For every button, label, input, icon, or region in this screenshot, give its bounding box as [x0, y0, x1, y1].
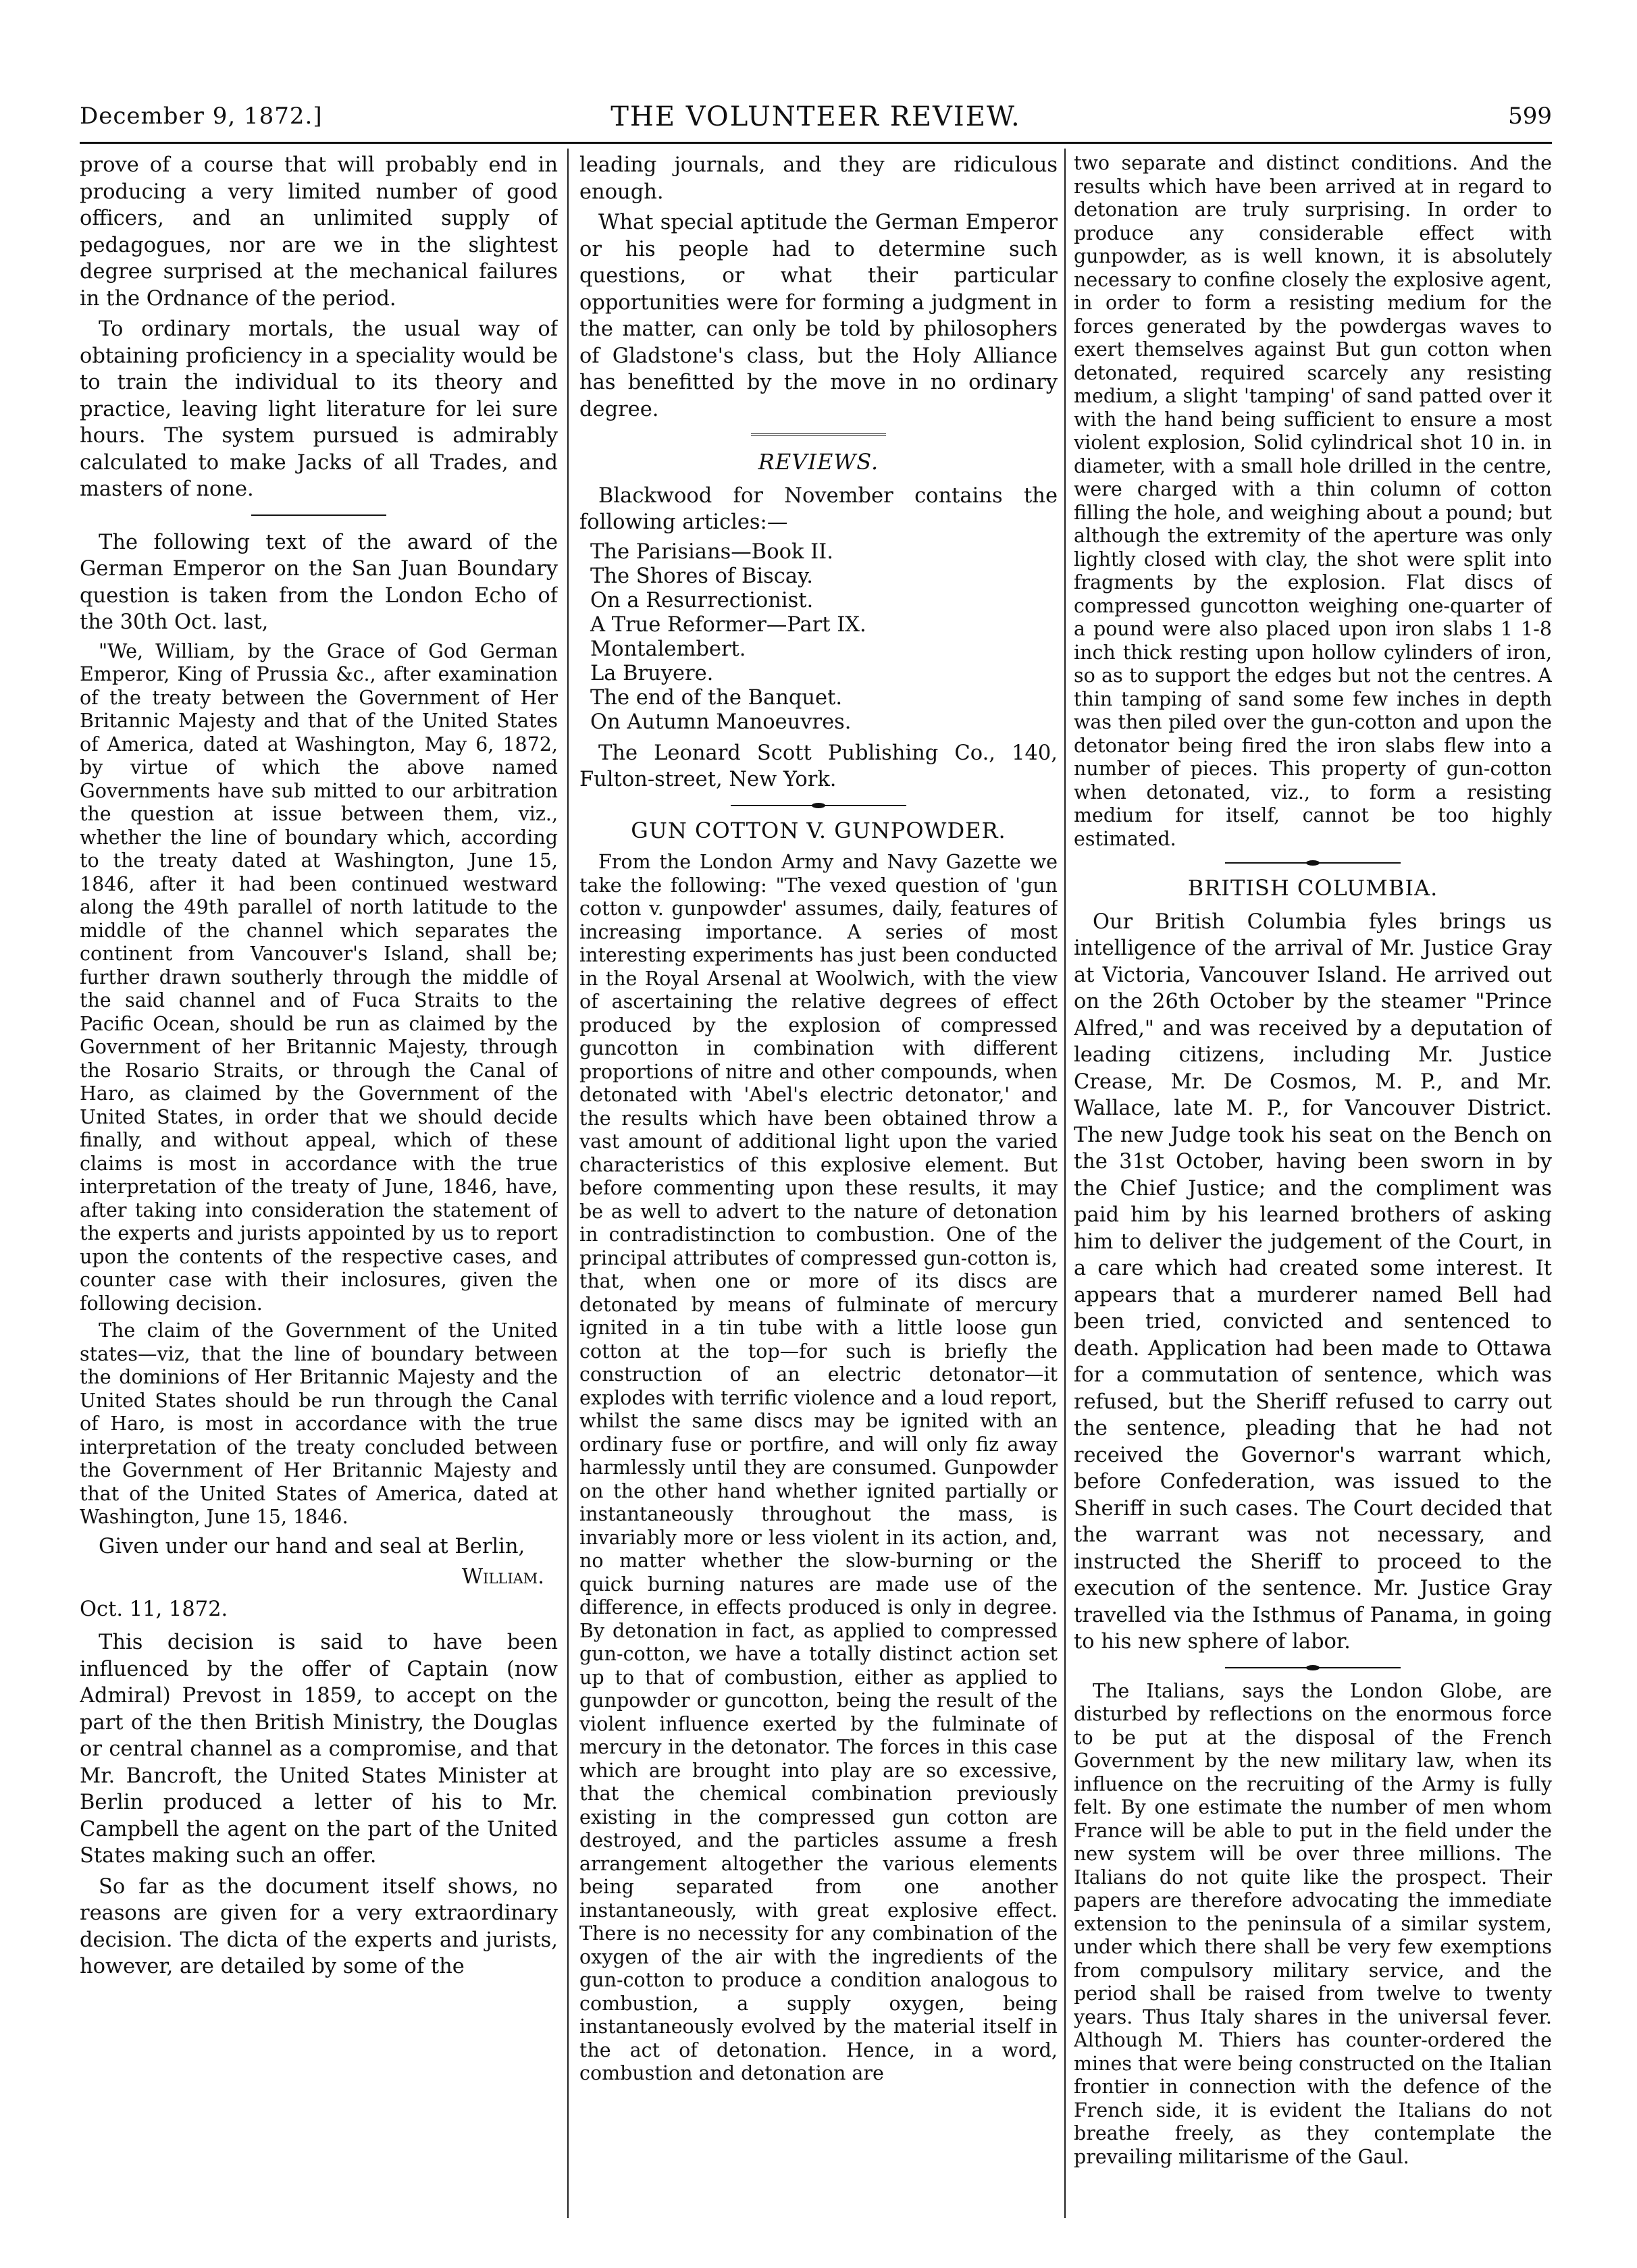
- column-2: [579, 152, 1058, 2218]
- header-date: December 9, 1872.]: [80, 103, 323, 130]
- column-rule: [567, 149, 569, 2218]
- article-list: [590, 540, 1058, 735]
- header-page-number: 599: [1508, 103, 1552, 130]
- paragraph: The following text of the award of the German Emperor on the San Juan Boundary question is taken from the London Echo of the 30th Oct. last,: [80, 530, 558, 634]
- list-item: Montalembert.: [590, 637, 746, 661]
- paragraph: Our British Columbia fyles brings us intelligence of the arrival of Mr. Justice Gray at Victoria, Vancouver Island. He arrived out on the 26th October by the steamer "Prince Alfred," and was received by a deputation of leading citizens, including Mr. Justice Crease, Mr. De Cosmos, M. P., and Mr. Wallace, late M. P., for Vancouver District. The new Judge took his seat on the Bench on the 31st October, having been sworn in by the Chief Justice; and the compliment was paid him by his learned brothers of asking him to deliver the judgement of the Court, in a care which had created some interest. It appears that a murderer named Bell had been tried, convicted and sentenced to death. Application had been made to Ottawa for a commutation of sentence, which was refused, but the Sheriff refused to carry out the sentence, pleading that he had not received the Governor's warrant which, before Confederation, was issued to the Sheriff in such cases. The Court decided that the warrant was not necessary, and instructed the Sheriff to proceed to the execution of the sentence. Mr. Justice Gray travelled via the Isthmus of Panama, in going to his new sphere of labor.: [1074, 909, 1552, 1654]
- section-ornament: [1225, 1665, 1401, 1670]
- column-rule: [1064, 149, 1066, 2218]
- list-item: On Autumn Manoeuvres.: [590, 710, 852, 734]
- section-divider: [751, 433, 886, 438]
- paragraph: leading journals, and they are ridiculous enough.: [579, 153, 1058, 204]
- paragraph: Blackwood for November contains the following articles:—: [579, 483, 1058, 534]
- article-text: From the London Army and Navy Gazette we take the following: "The vexed question of 'gun cotton v. gunpowder' assumes, daily, features of increasing importance. A series of most interesting experiments has just been conducted in the Royal Arsenal at Woolwich, with the view of ascertaining the relative degrees of effect produced by the explosion of compressed guncotton in combination with different proportions of nitre and other compounds, when detonated with 'Abel's electric detonator,' and the results which have been obtained throw a vast amount of additional light upon the varied characteristics of this explosive element. But before commenting upon these results, it may be as well to advert to the nature of detonation in contradistinction to combustion. One of the principal attributes of compressed gun-cotton is, that, when one or more of its discs are detonated by means of fulminate of mercury ignited in a tin tube with a little loose gun cotton at the top—for such is briefly the construction of an electric detonator—it explodes with terrific violence and a loud report, whilst the same discs may be ignited with an ordinary fuse or portfire, and will only fiz away harmlessly until they are consumed. Gunpowder on the other hand whether ignited partially or instantaneously throughout the mass, is invariably more or less violent in its action, and, no matter whether the slow-burning or the quick burning natures are made use of the difference, in effects produced is only in degree. By detonation in fact, as applied to compressed gun-cotton, we have a totally distinct action set up to that of combustion, either as applied to gunpowder or guncotton, being the result of the violent influence exerted by the fulminate of mercury in the detonator. The forces in this case which are brought into play are so excessive, that the chemical combination previously existing in the compressed gun cotton are destroyed, and the particles assume a fresh arrangement altogether the various elements being separated from one another instantaneously, with great explosive effect. There is no necessity for any combination of the oxygen of the air with the ingredients of the gun-cotton to produce a condition analogous to combustion, a supply oxygen, being instantaneously evolved by the material itself in the act of detonation. Hence, in a word, combustion and detonation are: [579, 851, 1058, 2084]
- reviews-heading: REVIEWS.: [758, 449, 879, 475]
- list-item: On a Resurrectionist.: [590, 588, 814, 612]
- award-text: "We, William, by the Grace of God German Emperor, King of Prussia &c., after examination of the treaty between the Government of Her Britannic Majesty and that of the United States of America, dated at Washington, May 6, 1872, by virtue of which the above named Governments have sub mitted to our arbitration the question at issue between them, viz., whether the line of boundary which, according to the treaty dated at Washington, June 15, 1846, after it had been continued westward along the 49th parallel of north latitude to the middle of the channel which separates the continent from Vancouver's Island, shall be; further drawn southerly through the middle of the said channel and of Fuca Straits to the Pacific Ocean, should be run as claimed by the Government of her Britannic Majesty, through the Rosario Straits, or through the Canal of Haro, as claimed by the Government of the United States, in order that we should decide finally, and without appeal, which of these claims is most in accordance with the true interpretation of the treaty of June, 1846, have, after taking into consideration the statement of the experts and jurists appointed by us to report upon the contents of the respective cases, and counter case with their inclosures, given the following decision.: [80, 639, 558, 1315]
- list-item: La Bruyere.: [590, 661, 714, 685]
- publisher-line: The Leonard Scott Publishing Co., 140, Fulton-street, New York.: [579, 741, 1058, 791]
- list-item: The Shores of Biscay.: [590, 564, 813, 588]
- section-divider: [251, 514, 386, 519]
- list-item: The Parisians—Book II.: [590, 539, 833, 564]
- column-3: [1074, 152, 1552, 2218]
- article-text: The Italians, says the London Globe, are disturbed by reflections on the enormous force to be put at the disposal of the French Government by the new military law, when its influence on the recruiting of the Army is fully felt. By one estimate the number of men whom France will be able to put in the field under the new system will be over three millions. The Italians do not quite like the prospect. Their papers are therefore advocating the immediate extension to the peninsula of a similar system, under which there shall be very few exemptions from compulsory military service, and the period shall be raised from twelve to twenty years. Thus Italy shares in the universal fever. Although M. Thiers has counter-ordered the mines that were being constructed on the Italian frontier in connection with the defence of the French side, it is evident the Italians do not breathe freely, as they contemplate the prevailing militarisme of the Gaul.: [1074, 1679, 1552, 2168]
- page-header: [80, 101, 1552, 144]
- paragraph: What special aptitude the German Emperor or his people had to determine such questions, or what their particular opportunities were for forming a judgment in the matter, can only be told by philosophers of Gladstone's class, but the Holy Alliance has benefitted by the move in no ordinary degree.: [579, 211, 1058, 421]
- paragraph: So far as the document itself shows, no reasons are given for a very extraordinary decision. The dicta of the experts and jurists, however, are detailed by some of the: [80, 1874, 558, 1978]
- column-1: [80, 152, 558, 2218]
- paragraph: Given under our hand and seal at Berlin,: [99, 1534, 525, 1558]
- list-item: The end of the Banquet.: [590, 685, 843, 710]
- signature: William.: [461, 1565, 544, 1589]
- header-title: THE VOLUNTEER REVIEW.: [610, 101, 1021, 132]
- date-line: Oct. 11, 1872.: [80, 1597, 228, 1621]
- section-ornament: [1225, 860, 1401, 866]
- gun-cotton-heading: GUN COTTON V. GUNPOWDER.: [631, 817, 1006, 843]
- article-text: two separate and distinct conditions. And the results which have been arrived at in regard to detonation are truly surprising. In order to produce any considerable effect with gunpowder, as is well known, it is absolutely necessary to confine closely the explosive agent, in order to form a resisting medium for the forces generated by the powdergas waves to exert themselves against But gun cotton when detonated, required scarcely any resisting medium, a slight 'tamping' of sand patted over it with the hand being sufficient to ensure a most violent explosion, Solid cylindrical shot 10 in. in diameter, with a small hole drilled in the centre, were charged with a thin column of cotton filling the hole, and weighing about a pound; but although the extremity of the aperture was only lightly closed with clay, the shot were split into fragments by the explosion. Flat discs of compressed guncotton weighing one-quarter of a pound were also placed upon iron slabs 1 1-8 inch thick resting upon hollow cylinders of iron, so as to support the edges but not the centres. A thin tamping of sand some few inches in depth was then piled over the gun-cotton and upon the detonator being fired the iron slabs flew into a number of pieces. This property of gun-cotton when detonated, viz., to form a resisting medium for itself, cannot be too highly estimated.: [1074, 152, 1552, 850]
- newspaper-page: [80, 101, 1552, 2221]
- award-text: The claim of the Government of the United states—viz, that the line of boundary between the dominions of Her Britannic Majesty and the United States should be run through the Canal of Haro, is most in accordance with the true interpretation of the treaty concluded between the Government of Her Britannic Majesty and that of the United States of America, dated at Washington, June 15, 1846.: [80, 1319, 558, 1528]
- paragraph: prove of a course that will probably end in producing a very limited number of good officers, and an unlimited supply of pedagogues, nor are we in the slightest degree surprised at the mechanical failures in the Ordnance of the period.: [80, 153, 558, 311]
- list-item: A True Reformer—Part IX.: [590, 612, 866, 637]
- section-ornament: [731, 803, 906, 808]
- british-columbia-heading: BRITISH COLUMBIA.: [1187, 875, 1438, 901]
- paragraph: To ordinary mortals, the usual way of obtaining proficiency in a speciality would be to train the individual to its theory and practice, leaving light literature for lei sure hours. The system pursued is admirably calculated to make Jacks of all Trades, and masters of none.: [80, 317, 558, 501]
- paragraph: This decision is said to have been influenced by the offer of Captain (now Admiral) Prevost in 1859, to accept on the part of the then British Ministry, the Douglas or central channel as a compromise, and that Mr. Bancroft, the United States Minister at Berlin produced a letter of his to Mr. Campbell the agent on the part of the United States making such an offer.: [80, 1631, 558, 1868]
